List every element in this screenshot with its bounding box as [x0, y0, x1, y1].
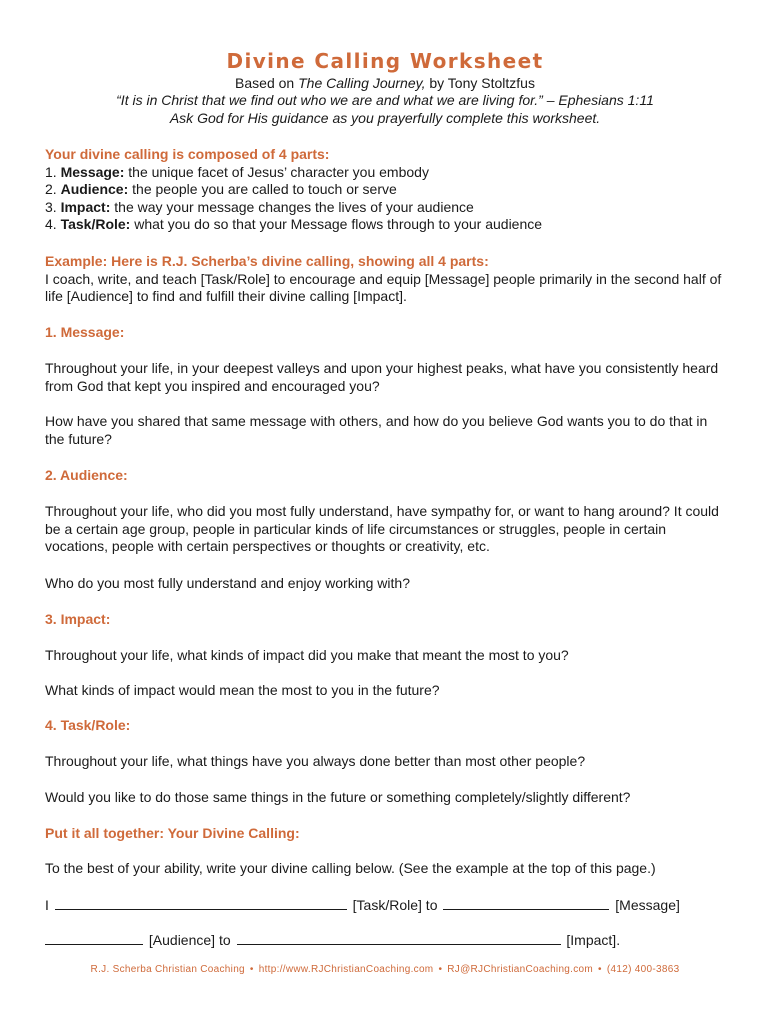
part-term: Message: — [60, 163, 125, 180]
part-desc: the unique facet of Jesus’ character you embody — [124, 163, 429, 180]
part-term: Audience: — [60, 181, 129, 197]
parts-section — [45, 146, 730, 234]
task-role-label: [Task/Role] to — [352, 897, 438, 913]
parts-heading: Your divine calling is composed of 4 parts: — [45, 146, 330, 162]
footer-bullet: • — [438, 964, 443, 975]
message-label: [Message] — [615, 897, 680, 913]
part-number: 3. — [45, 198, 61, 215]
part-item — [45, 164, 730, 182]
impact-question-1: Throughout your life, what kinds of impact did you make that meant the most to you? — [45, 647, 569, 663]
impact-heading: 3. Impact: — [45, 611, 111, 627]
part-item — [45, 199, 730, 217]
part-number: 1. — [45, 163, 61, 180]
part-number: 2. — [45, 181, 61, 197]
part-item — [45, 216, 730, 234]
part-desc: the people you are called to touch or serve — [128, 181, 397, 197]
part-number: 4. — [45, 216, 61, 232]
footer-phone: (412) 400-3863 — [606, 964, 680, 975]
impact-question-2: What kinds of impact would mean the most to you in the future? — [45, 682, 440, 698]
audience-question-2: Who do you most fully understand and enjoy working with? — [45, 575, 410, 591]
part-term: Impact: — [60, 198, 111, 215]
calling-fill-line-1 — [45, 896, 730, 915]
part-desc: what you do so that your Message flows through to your audience — [130, 216, 543, 232]
part-term: Task/Role: — [60, 216, 131, 232]
example-heading: Example: Here is R.J. Scherba’s divine calling, showing all 4 parts: — [45, 253, 489, 269]
part-item — [45, 181, 730, 199]
calling-fill-line-2 — [45, 931, 730, 950]
page-footer — [0, 964, 770, 975]
together-heading: Put it all together: Your Divine Calling: — [45, 825, 300, 841]
based-on-line — [0, 75, 770, 92]
footer-email[interactable]: RJ@RJChristianCoaching.com — [447, 964, 594, 975]
example-section — [45, 253, 730, 306]
author: by Tony Stoltzfus — [425, 75, 535, 91]
fill-start-word: I — [45, 897, 49, 913]
audience-question-1: Throughout your life, who did you most fully understand, have sympathy for, or want to hang around? It could be a certain age group, people in particular kinds of life circumstances or struggles, people in certain vocations, people with certain perspectives or thoughts or creativity, etc. — [45, 503, 719, 554]
task-heading: 4. Task/Role: — [45, 717, 131, 733]
footer-bullet: • — [598, 964, 602, 975]
message-heading: 1. Message: — [45, 324, 125, 340]
scripture-quote: “It is in Christ that we find out who we are and what we are living for.” – Ephesians 1:11 — [116, 92, 654, 108]
task-question-1: Throughout your life, what things have you always done better than most other people? — [45, 753, 586, 769]
impact-blank[interactable] — [237, 931, 561, 945]
task-question-2: Would you like to do those same things in the future or something completely/slightly different? — [45, 789, 631, 805]
task-role-blank[interactable] — [55, 896, 347, 910]
message-question-2: How have you shared that same message with others, and how do you believe God wants you to do that in the future? — [45, 413, 708, 447]
footer-url[interactable]: http://www.RJChristianCoaching.com — [258, 964, 434, 975]
message-blank[interactable] — [443, 896, 609, 910]
footer-name: R.J. Scherba Christian Coaching — [90, 964, 245, 975]
page-title: Divine Calling Worksheet — [226, 49, 544, 73]
message-question-1: Throughout your life, in your deepest valleys and upon your highest peaks, what have you consistently heard from God that kept you inspired and encouraged you? — [45, 360, 719, 394]
footer-bullet: • — [249, 964, 254, 975]
part-desc: the way your message changes the lives of your audience — [110, 198, 474, 215]
impact-label: [Impact]. — [566, 932, 621, 948]
example-text: I coach, write, and teach [Task/Role] to encourage and equip [Message] people primarily in the second half of life [Audience] to find and fulfill their divine calling [Impact]. — [45, 270, 722, 304]
audience-label: [Audience] to — [148, 932, 231, 948]
audience-blank[interactable] — [45, 931, 143, 945]
together-instruction: To the best of your ability, write your divine calling below. (See the example at the top of this page.) — [45, 860, 656, 876]
audience-heading: 2. Audience: — [45, 467, 128, 483]
book-title: The Calling Journey, — [298, 75, 426, 91]
instruction-line: Ask God for His guidance as you prayerfully complete this worksheet. — [169, 110, 601, 126]
based-on-prefix: Based on — [235, 75, 299, 91]
